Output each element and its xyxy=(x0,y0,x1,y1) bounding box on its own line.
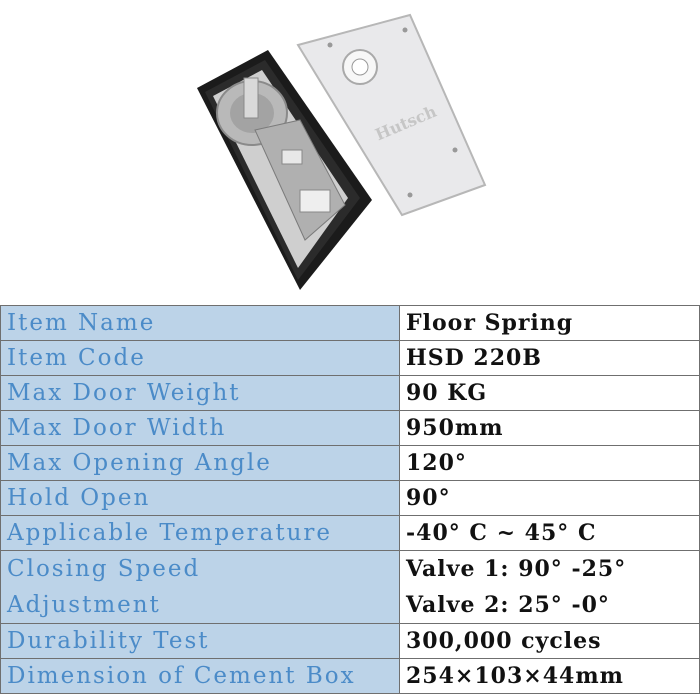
spec-value-line: Valve 2: 25° -0° xyxy=(406,592,610,618)
spec-label-line: Closing Speed xyxy=(7,556,201,582)
spec-label: Max Door Weight xyxy=(1,376,400,411)
spec-label-line: Adjustment xyxy=(7,592,161,618)
product-image xyxy=(0,0,700,305)
spec-label: Applicable Temperature xyxy=(1,516,400,551)
spec-value: 120° xyxy=(400,446,700,481)
spec-value: 254×103×44mm xyxy=(400,659,700,694)
spec-label: Hold Open xyxy=(1,481,400,516)
spec-label: Durability Test xyxy=(1,624,400,659)
spec-value: 950mm xyxy=(400,411,700,446)
table-row xyxy=(1,306,700,341)
table-row xyxy=(1,376,700,411)
table-row xyxy=(1,341,700,376)
spec-label: Item Name xyxy=(1,306,400,341)
spec-label: Max Door Width xyxy=(1,411,400,446)
spec-value: 300,000 cycles xyxy=(400,624,700,659)
spec-label: Max Opening Angle xyxy=(1,446,400,481)
spec-value: -40° C ~ 45° C xyxy=(400,516,700,551)
spec-value xyxy=(400,551,700,624)
table-row xyxy=(1,659,700,694)
table-row xyxy=(1,624,700,659)
spec-value-line: Valve 1: 90° -25° xyxy=(406,556,627,582)
table-row xyxy=(1,411,700,446)
table-row xyxy=(1,551,700,624)
spec-table xyxy=(0,305,700,694)
table-row xyxy=(1,481,700,516)
spec-label xyxy=(1,551,400,624)
spec-value: 90° xyxy=(400,481,700,516)
spec-label: Item Code xyxy=(1,341,400,376)
table-row xyxy=(1,446,700,481)
table-row xyxy=(1,516,700,551)
spec-label: Dimension of Cement Box xyxy=(1,659,400,694)
plate-engraving: Hutsch xyxy=(372,101,440,145)
spec-value: 90 KG xyxy=(400,376,700,411)
spec-value: HSD 220B xyxy=(400,341,700,376)
spec-value: Floor Spring xyxy=(400,306,700,341)
